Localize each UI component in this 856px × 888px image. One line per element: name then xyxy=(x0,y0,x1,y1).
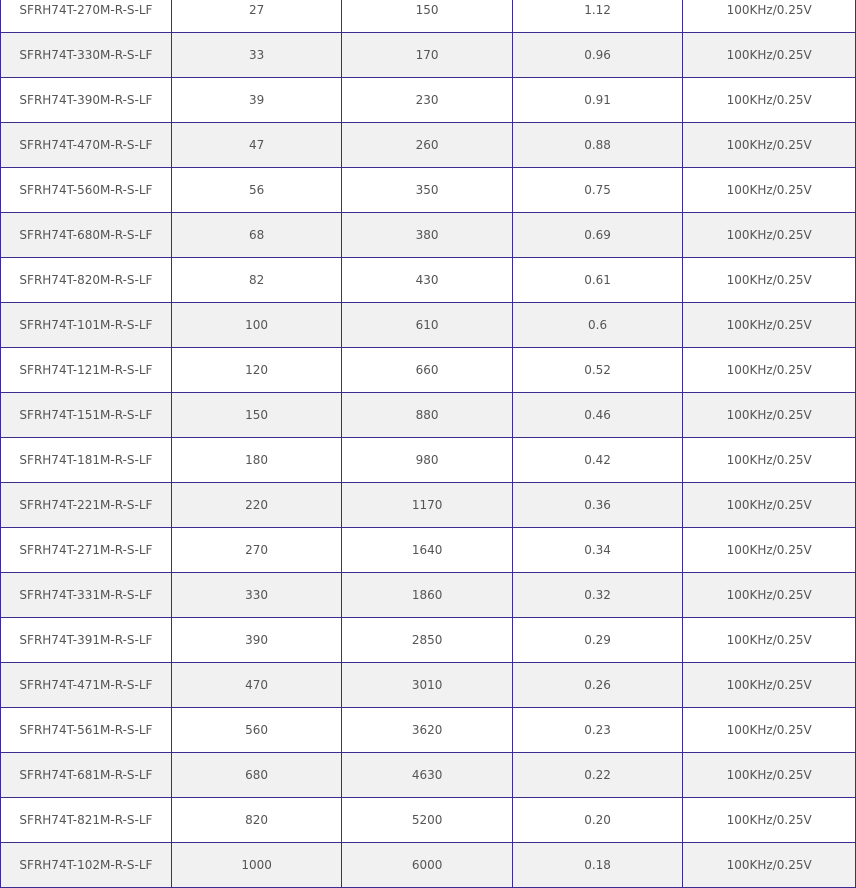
dcr-cell: 430 xyxy=(342,258,512,303)
inductance-cell: 150 xyxy=(171,393,341,438)
current-cell: 0.22 xyxy=(512,753,682,798)
current-cell: 0.88 xyxy=(512,123,682,168)
table-row xyxy=(1,663,856,708)
dcr-cell: 1170 xyxy=(342,483,512,528)
inductance-cell: 180 xyxy=(171,438,341,483)
inductance-cell: 220 xyxy=(171,483,341,528)
table-row xyxy=(1,753,856,798)
part-number-cell: SFRH74T-271M-R-S-LF xyxy=(1,528,172,573)
table-row xyxy=(1,573,856,618)
current-cell: 0.20 xyxy=(512,798,682,843)
dcr-cell: 610 xyxy=(342,303,512,348)
test-condition-cell: 100KHz/0.25V xyxy=(683,753,856,798)
dcr-cell: 2850 xyxy=(342,618,512,663)
part-number-cell: SFRH74T-681M-R-S-LF xyxy=(1,753,172,798)
current-cell: 0.18 xyxy=(512,843,682,888)
test-condition-cell: 100KHz/0.25V xyxy=(683,78,856,123)
dcr-cell: 6000 xyxy=(342,843,512,888)
current-cell: 0.6 xyxy=(512,303,682,348)
inductance-cell: 560 xyxy=(171,708,341,753)
test-condition-cell: 100KHz/0.25V xyxy=(683,123,856,168)
part-number-cell: SFRH74T-102M-R-S-LF xyxy=(1,843,172,888)
part-number-cell: SFRH74T-331M-R-S-LF xyxy=(1,573,172,618)
current-cell: 0.32 xyxy=(512,573,682,618)
current-cell: 0.42 xyxy=(512,438,682,483)
current-cell: 0.46 xyxy=(512,393,682,438)
dcr-cell: 1860 xyxy=(342,573,512,618)
test-condition-cell: 100KHz/0.25V xyxy=(683,483,856,528)
part-number-cell: SFRH74T-270M-R-S-LF xyxy=(1,0,172,33)
inductance-cell: 100 xyxy=(171,303,341,348)
table-row xyxy=(1,78,856,123)
part-number-cell: SFRH74T-121M-R-S-LF xyxy=(1,348,172,393)
inductance-cell: 68 xyxy=(171,213,341,258)
part-number-cell: SFRH74T-221M-R-S-LF xyxy=(1,483,172,528)
table-body xyxy=(1,0,856,888)
inductance-cell: 27 xyxy=(171,0,341,33)
test-condition-cell: 100KHz/0.25V xyxy=(683,843,856,888)
dcr-cell: 150 xyxy=(342,0,512,33)
table-row xyxy=(1,618,856,663)
test-condition-cell: 100KHz/0.25V xyxy=(683,348,856,393)
test-condition-cell: 100KHz/0.25V xyxy=(683,258,856,303)
table-row xyxy=(1,123,856,168)
test-condition-cell: 100KHz/0.25V xyxy=(683,438,856,483)
inductance-cell: 56 xyxy=(171,168,341,213)
part-number-cell: SFRH74T-181M-R-S-LF xyxy=(1,438,172,483)
part-number-cell: SFRH74T-101M-R-S-LF xyxy=(1,303,172,348)
current-cell: 0.23 xyxy=(512,708,682,753)
inductance-cell: 330 xyxy=(171,573,341,618)
current-cell: 0.29 xyxy=(512,618,682,663)
table-row xyxy=(1,708,856,753)
dcr-cell: 260 xyxy=(342,123,512,168)
current-cell: 1.12 xyxy=(512,0,682,33)
current-cell: 0.34 xyxy=(512,528,682,573)
test-condition-cell: 100KHz/0.25V xyxy=(683,168,856,213)
dcr-cell: 1640 xyxy=(342,528,512,573)
current-cell: 0.61 xyxy=(512,258,682,303)
table-row xyxy=(1,393,856,438)
table-row xyxy=(1,483,856,528)
dcr-cell: 170 xyxy=(342,33,512,78)
inductance-cell: 270 xyxy=(171,528,341,573)
test-condition-cell: 100KHz/0.25V xyxy=(683,33,856,78)
test-condition-cell: 100KHz/0.25V xyxy=(683,0,856,33)
test-condition-cell: 100KHz/0.25V xyxy=(683,798,856,843)
test-condition-cell: 100KHz/0.25V xyxy=(683,663,856,708)
inductance-cell: 470 xyxy=(171,663,341,708)
part-number-cell: SFRH74T-470M-R-S-LF xyxy=(1,123,172,168)
test-condition-cell: 100KHz/0.25V xyxy=(683,708,856,753)
test-condition-cell: 100KHz/0.25V xyxy=(683,393,856,438)
inductance-cell: 39 xyxy=(171,78,341,123)
part-number-cell: SFRH74T-330M-R-S-LF xyxy=(1,33,172,78)
test-condition-cell: 100KHz/0.25V xyxy=(683,303,856,348)
current-cell: 0.91 xyxy=(512,78,682,123)
part-number-cell: SFRH74T-560M-R-S-LF xyxy=(1,168,172,213)
table-row xyxy=(1,798,856,843)
current-cell: 0.36 xyxy=(512,483,682,528)
current-cell: 0.75 xyxy=(512,168,682,213)
dcr-cell: 980 xyxy=(342,438,512,483)
test-condition-cell: 100KHz/0.25V xyxy=(683,528,856,573)
table-row xyxy=(1,33,856,78)
part-number-cell: SFRH74T-680M-R-S-LF xyxy=(1,213,172,258)
table-row xyxy=(1,168,856,213)
inductance-cell: 82 xyxy=(171,258,341,303)
dcr-cell: 880 xyxy=(342,393,512,438)
table-row xyxy=(1,843,856,888)
inductance-cell: 33 xyxy=(171,33,341,78)
dcr-cell: 350 xyxy=(342,168,512,213)
dcr-cell: 380 xyxy=(342,213,512,258)
test-condition-cell: 100KHz/0.25V xyxy=(683,573,856,618)
inductance-cell: 390 xyxy=(171,618,341,663)
inductance-cell: 47 xyxy=(171,123,341,168)
inductance-cell: 1000 xyxy=(171,843,341,888)
dcr-cell: 3010 xyxy=(342,663,512,708)
current-cell: 0.26 xyxy=(512,663,682,708)
part-number-cell: SFRH74T-391M-R-S-LF xyxy=(1,618,172,663)
inductance-cell: 820 xyxy=(171,798,341,843)
inductance-cell: 120 xyxy=(171,348,341,393)
dcr-cell: 4630 xyxy=(342,753,512,798)
table-row xyxy=(1,348,856,393)
part-number-cell: SFRH74T-151M-R-S-LF xyxy=(1,393,172,438)
table-row xyxy=(1,0,856,33)
dcr-cell: 5200 xyxy=(342,798,512,843)
dcr-cell: 660 xyxy=(342,348,512,393)
part-number-cell: SFRH74T-821M-R-S-LF xyxy=(1,798,172,843)
current-cell: 0.96 xyxy=(512,33,682,78)
table-row xyxy=(1,438,856,483)
inductance-cell: 680 xyxy=(171,753,341,798)
part-number-cell: SFRH74T-471M-R-S-LF xyxy=(1,663,172,708)
table-row xyxy=(1,303,856,348)
current-cell: 0.52 xyxy=(512,348,682,393)
table-row xyxy=(1,258,856,303)
table-row xyxy=(1,213,856,258)
part-number-cell: SFRH74T-820M-R-S-LF xyxy=(1,258,172,303)
part-number-cell: SFRH74T-561M-R-S-LF xyxy=(1,708,172,753)
dcr-cell: 230 xyxy=(342,78,512,123)
test-condition-cell: 100KHz/0.25V xyxy=(683,618,856,663)
dcr-cell: 3620 xyxy=(342,708,512,753)
part-number-cell: SFRH74T-390M-R-S-LF xyxy=(1,78,172,123)
table-row xyxy=(1,528,856,573)
current-cell: 0.69 xyxy=(512,213,682,258)
test-condition-cell: 100KHz/0.25V xyxy=(683,213,856,258)
